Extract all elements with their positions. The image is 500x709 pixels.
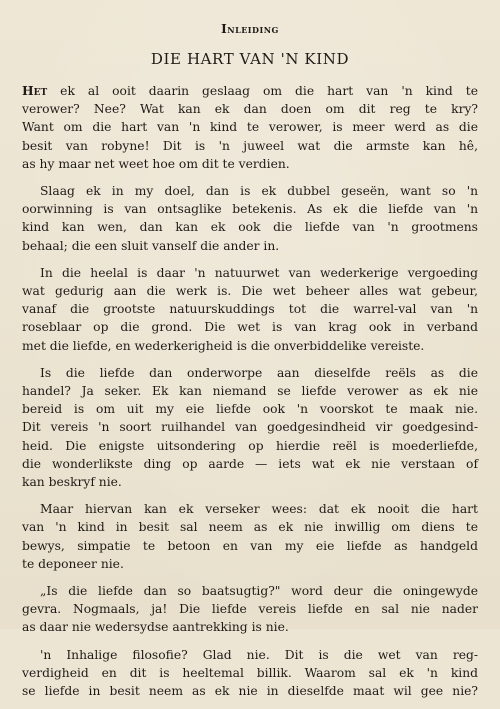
text-line: Is die liefde dan onderworpe aan dieselfde reëls as die xyxy=(40,365,478,380)
paragraph-6 xyxy=(22,582,478,637)
text-line: heid. Die enigste uitsondering op hierdie reël is moederliefde, xyxy=(22,438,478,453)
paragraph-2 xyxy=(22,182,478,255)
paragraph-5 xyxy=(22,500,478,573)
text-line: vanaf die grootste natuurskuddings tot die warrel-val van 'n xyxy=(22,302,478,317)
text-line: 'n Inhalige filosofie? Glad nie. Dit is die wet van reg- xyxy=(40,647,478,662)
text-line: bewys, simpatie te betoon en van my eie liefde as handgeld xyxy=(22,538,478,553)
paragraph-3 xyxy=(22,264,478,355)
text-line: van 'n kind in besit sal neem as ek nie inwillig om diens te xyxy=(22,520,478,535)
text-line: te deponeer nie. xyxy=(22,556,124,571)
text-line: kind kan wen, dan kan ek ook die liefde van 'n grootmens xyxy=(22,220,478,235)
text-line: handel? Ja seker. Ek kan niemand se liefde verower as ek nie xyxy=(22,384,478,399)
opening-word: Het xyxy=(22,83,48,98)
text-line: kan beskryf nie. xyxy=(22,475,122,490)
text-line: Slaag ek in my doel, dan is ek dubbel geseën, want so 'n xyxy=(40,184,478,199)
text-line: as hy maar net weet hoe om dit te verdien. xyxy=(22,156,290,171)
text-line: Want om die hart van 'n kind te verower, is meer werd as die xyxy=(22,120,478,135)
text-line: bereid is om uit my eie liefde ook 'n voorskot te maak nie. xyxy=(22,402,478,417)
text-line: roseblaar op die grond. Die wet is van krag ook in verband xyxy=(22,320,478,335)
text-line: „Is die liefde dan so baatsugtig?" word deur die oningewyde xyxy=(40,584,478,599)
chapter-title: DIE HART VAN 'N KIND xyxy=(150,50,350,68)
paragraph-1 xyxy=(22,82,478,173)
body-text xyxy=(22,82,478,709)
text-line: Dit vereis 'n soort ruilhandel van goedgesindheid vir goedgesind- xyxy=(22,420,478,435)
text-line: behaal; die een sluit vanself die ander in. xyxy=(22,238,280,253)
text-line: se liefde in besit neem as ek nie in dieselfde maat wil gee nie? xyxy=(22,684,478,699)
text-line: gevra. Nogmaals, ja! Die liefde vereis liefde en sal nie nader xyxy=(22,602,478,617)
text-line: oorwinning is van ontsaglike betekenis. As ek die liefde van 'n xyxy=(22,202,478,217)
text-line: verower? Nee? Wat kan ek dan doen om dit reg te kry? xyxy=(22,102,478,117)
text-line: besit van robyne! Dit is 'n juweel wat die armste kan hê, xyxy=(22,138,478,153)
text-line: as daar nie wedersydse aantrekking is nie. xyxy=(22,620,289,635)
text-line: wat gedurig aan die werk is. Die wet beheer alles wat gebeur, xyxy=(22,284,478,299)
paragraph-4 xyxy=(22,364,478,491)
paragraph-7 xyxy=(22,646,478,701)
text-line: die wonderlikste ding op aarde — iets wat ek nie verstaan of xyxy=(22,456,478,471)
text-line: Maar hiervan kan ek verseker wees: dat ek nooit die hart xyxy=(40,502,478,517)
text-line: ek al ooit daarin geslaag om die hart van 'n kind te xyxy=(47,84,478,98)
text-line: verdigheid en dit is heeltemal billik. Waarom sal ek 'n kind xyxy=(22,665,478,680)
text-line: In die heelal is daar 'n natuurwet van wederkerige vergoeding xyxy=(40,265,478,280)
running-head: Inleiding xyxy=(221,22,279,36)
text-line: met die liefde, en wederkerigheid is die onverbiddelike vereiste. xyxy=(22,338,425,353)
